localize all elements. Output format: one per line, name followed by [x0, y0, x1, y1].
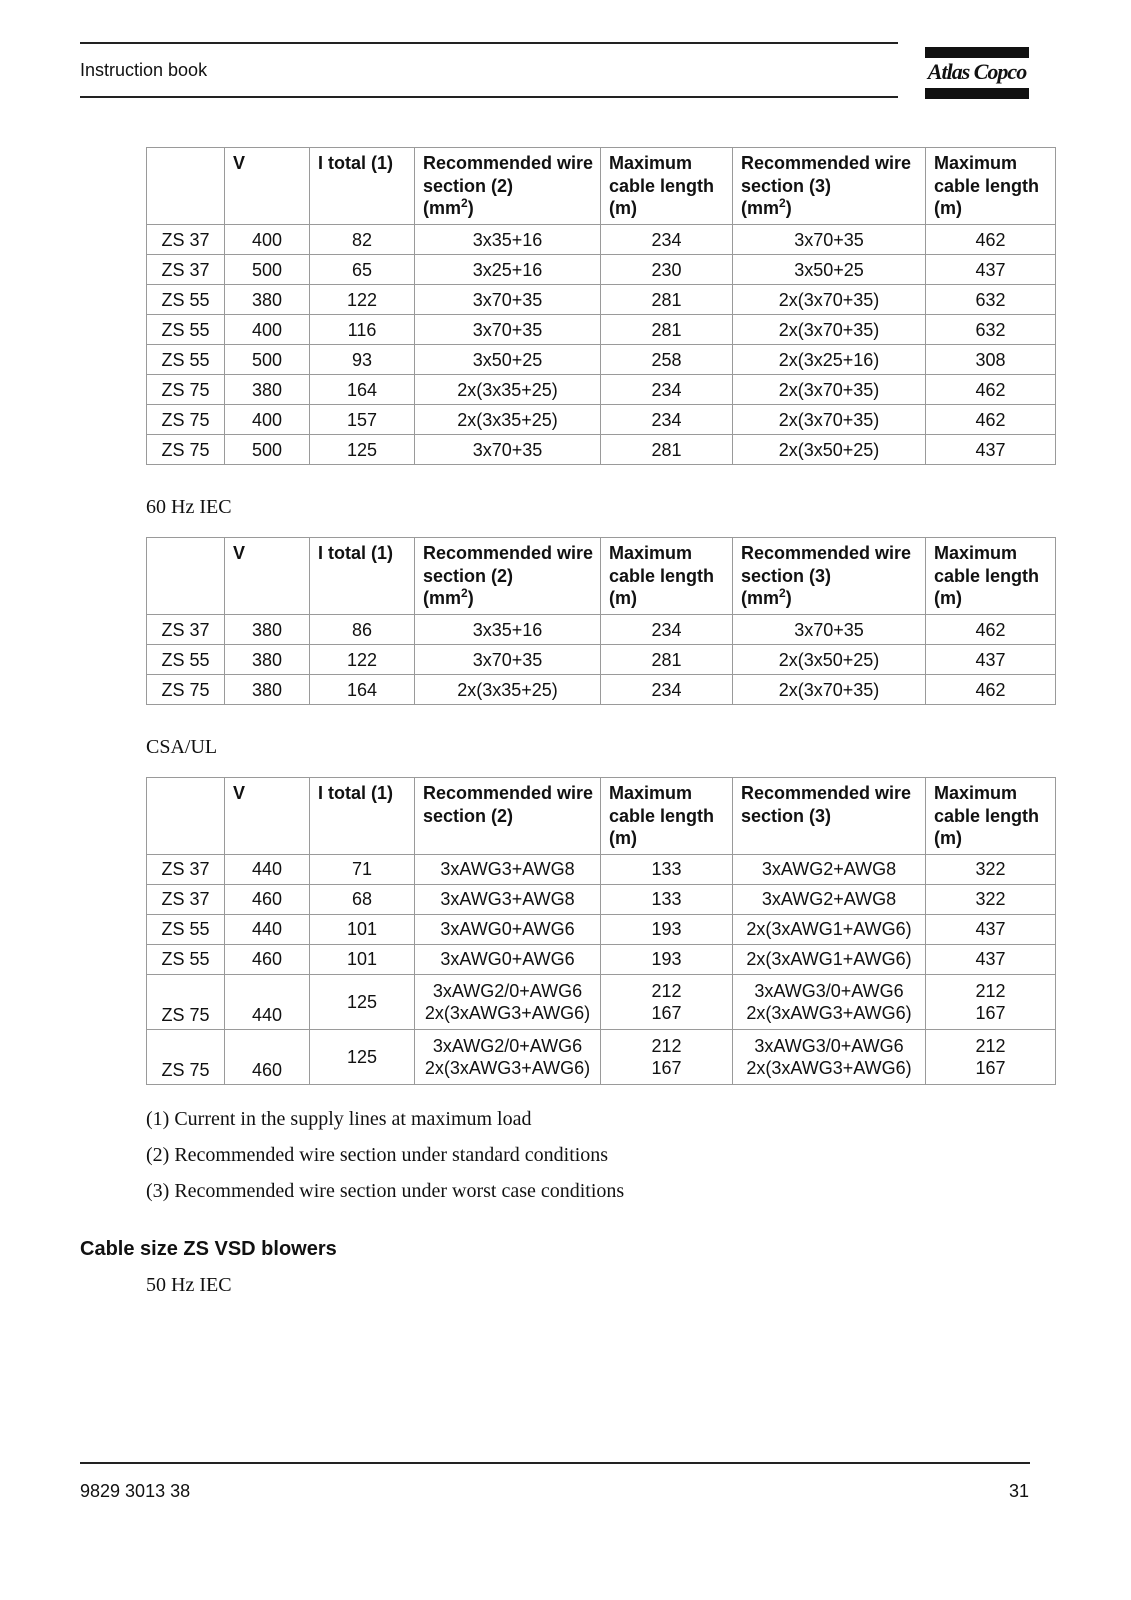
col-model-header [147, 778, 225, 855]
col-voltage-header: V [225, 538, 310, 615]
cell-wire-section-3: 3x50+25 [733, 255, 926, 285]
cell-current: 122 [310, 645, 415, 675]
cell-current: 125 [310, 435, 415, 465]
cell-wire-section-3: 3xAWG3/0+AWG6 2x(3xAWG3+AWG6) [733, 974, 926, 1029]
section-heading: Cable size ZS VSD blowers [80, 1238, 337, 1260]
table-row [147, 615, 1056, 645]
cell-wire-section-2: 3x70+35 [415, 435, 601, 465]
col-voltage-header: V [225, 778, 310, 855]
cell-current: 68 [310, 884, 415, 914]
cell-wire-section-2: 3xAWG0+AWG6 [415, 914, 601, 944]
cell-model: ZS 75 [147, 1029, 225, 1084]
cell-cable-length-3: 322 [926, 854, 1056, 884]
cell-current: 101 [310, 944, 415, 974]
cell-voltage: 440 [225, 914, 310, 944]
table-row [147, 435, 1056, 465]
cell-current: 71 [310, 854, 415, 884]
header-rule-bottom [80, 96, 898, 98]
cell-wire-section-3: 2x(3x50+25) [733, 435, 926, 465]
cell-wire-section-3: 2x(3x70+35) [733, 315, 926, 345]
cell-wire-section-3: 3x70+35 [733, 615, 926, 645]
cell-cable-length-3: 437 [926, 944, 1056, 974]
cell-model: ZS 55 [147, 645, 225, 675]
cell-cable-length-2: 234 [601, 225, 733, 255]
col-current-header: I total (1) [310, 148, 415, 225]
cell-cable-length-2: 281 [601, 285, 733, 315]
table-row [147, 944, 1056, 974]
cell-cable-length-3: 462 [926, 675, 1056, 705]
cell-voltage: 500 [225, 345, 310, 375]
cell-voltage: 440 [225, 854, 310, 884]
cell-model: ZS 37 [147, 854, 225, 884]
document-title: Instruction book [80, 60, 208, 80]
cell-cable-length-2: 193 [601, 914, 733, 944]
footnote-2: (2) Recommended wire section under standard conditions [146, 1144, 609, 1166]
col-wire-section-3-header: Recommended wire section (3) $(mm^2)$ [733, 148, 926, 225]
cell-wire-section-2: 3x70+35 [415, 645, 601, 675]
cell-wire-section-3: 2x(3x25+16) [733, 345, 926, 375]
cell-cable-length-3: 308 [926, 345, 1056, 375]
cell-wire-section-3: 2x(3xAWG1+AWG6) [733, 914, 926, 944]
cell-cable-length-3: 632 [926, 285, 1056, 315]
cell-voltage: 380 [225, 675, 310, 705]
col-wire-section-2-header: Recommended wire section (2) $(mm^2)$ [415, 148, 601, 225]
cell-current: 86 [310, 615, 415, 645]
cell-voltage: 460 [225, 884, 310, 914]
page-number: 31 [1008, 1481, 1029, 1501]
cable-table-csa-ul [146, 777, 1056, 1085]
footer-rule [80, 1462, 1030, 1464]
cell-model: ZS 75 [147, 405, 225, 435]
header-rule-top [80, 42, 898, 44]
col-current-header: I total (1) [310, 538, 415, 615]
cell-model: ZS 75 [147, 974, 225, 1029]
cell-wire-section-3: 2x(3x70+35) [733, 675, 926, 705]
cell-model: ZS 75 [147, 435, 225, 465]
cell-wire-section-2: 3xAWG3+AWG8 [415, 884, 601, 914]
table-row [147, 405, 1056, 435]
cell-current: 65 [310, 255, 415, 285]
cell-cable-length-3: 462 [926, 615, 1056, 645]
cell-cable-length-3: 437 [926, 645, 1056, 675]
cell-current: 101 [310, 914, 415, 944]
table-row [147, 974, 1056, 1029]
col-cable-length-2-header: Maximum cable length (m) [601, 148, 733, 225]
cell-model: ZS 55 [147, 345, 225, 375]
cell-cable-length-2: 212 167 [601, 974, 733, 1029]
table-row [147, 255, 1056, 285]
cell-wire-section-2: 3x70+35 [415, 315, 601, 345]
cell-wire-section-2: 2x(3x35+25) [415, 675, 601, 705]
cell-model: ZS 55 [147, 944, 225, 974]
cell-wire-section-3: 3xAWG2+AWG8 [733, 884, 926, 914]
cell-model: ZS 37 [147, 884, 225, 914]
cell-voltage: 500 [225, 435, 310, 465]
document-number: 9829 3013 38 [80, 1481, 191, 1501]
cell-cable-length-2: 133 [601, 884, 733, 914]
cell-cable-length-3: 437 [926, 255, 1056, 285]
col-wire-section-2-header: Recommended wire section (2) $(mm^2)$ [415, 538, 601, 615]
cell-cable-length-3: 212 167 [926, 1029, 1056, 1084]
col-cable-length-3-header: Maximum cable length (m) [926, 148, 1056, 225]
cell-cable-length-2: 230 [601, 255, 733, 285]
cell-cable-length-2: 281 [601, 315, 733, 345]
cell-cable-length-2: 234 [601, 675, 733, 705]
cell-voltage: 460 [225, 1029, 310, 1084]
cell-cable-length-3: 462 [926, 405, 1056, 435]
cell-model: ZS 37 [147, 255, 225, 285]
table-row [147, 375, 1056, 405]
col-wire-section-3-header: Recommended wire section (3) [733, 778, 926, 855]
col-voltage-header: V [225, 148, 310, 225]
col-cable-length-3-header: Maximum cable length (m) [926, 778, 1056, 855]
cell-cable-length-3: 437 [926, 914, 1056, 944]
cell-current: 157 [310, 405, 415, 435]
table-row [147, 884, 1056, 914]
cell-model: ZS 75 [147, 375, 225, 405]
cell-current: 164 [310, 675, 415, 705]
col-cable-length-3-header: Maximum cable length (m) [926, 538, 1056, 615]
caption-csa-ul: CSA/UL [146, 736, 218, 758]
table-row [147, 675, 1056, 705]
cell-model: ZS 55 [147, 285, 225, 315]
col-wire-section-2-header: Recommended wire section (2) [415, 778, 601, 855]
cell-wire-section-2: 3xAWG3+AWG8 [415, 854, 601, 884]
cell-wire-section-2: 3x25+16 [415, 255, 601, 285]
cell-cable-length-2: 133 [601, 854, 733, 884]
col-wire-section-3-header: Recommended wire section (3) $(mm^2)$ [733, 538, 926, 615]
atlas-copco-logo [925, 47, 1029, 99]
col-model-header [147, 148, 225, 225]
cell-cable-length-3: 462 [926, 225, 1056, 255]
table-row [147, 225, 1056, 255]
table-header-row [147, 538, 1056, 615]
table-header-row [147, 778, 1056, 855]
cell-wire-section-3: 3xAWG2+AWG8 [733, 854, 926, 884]
cell-voltage: 380 [225, 375, 310, 405]
footnote-3: (3) Recommended wire section under worst case conditions [146, 1180, 625, 1202]
caption-60hz-iec: 60 Hz IEC [146, 496, 232, 518]
cell-wire-section-2: 3x35+16 [415, 225, 601, 255]
logo-bar-bottom [925, 88, 1029, 99]
col-cable-length-2-header: Maximum cable length (m) [601, 778, 733, 855]
cell-model: ZS 37 [147, 225, 225, 255]
table-row [147, 285, 1056, 315]
cell-cable-length-3: 322 [926, 884, 1056, 914]
cell-wire-section-3: 3x70+35 [733, 225, 926, 255]
table-header-row [147, 148, 1056, 225]
cell-wire-section-3: 3xAWG3/0+AWG6 2x(3xAWG3+AWG6) [733, 1029, 926, 1084]
cell-wire-section-2: 2x(3x35+25) [415, 405, 601, 435]
footnote-1: (1) Current in the supply lines at maximum load [146, 1108, 532, 1130]
cell-voltage: 380 [225, 645, 310, 675]
cable-table-50hz-iec-fixed [146, 147, 1056, 465]
cell-voltage: 380 [225, 615, 310, 645]
cell-voltage: 400 [225, 225, 310, 255]
cell-wire-section-2: 2x(3x35+25) [415, 375, 601, 405]
table-row [147, 1029, 1056, 1084]
cell-cable-length-2: 281 [601, 645, 733, 675]
cell-voltage: 440 [225, 974, 310, 1029]
cell-cable-length-2: 212 167 [601, 1029, 733, 1084]
table-row [147, 914, 1056, 944]
table-row [147, 345, 1056, 375]
cell-wire-section-3: 2x(3x70+35) [733, 375, 926, 405]
cell-current: 164 [310, 375, 415, 405]
table-row [147, 315, 1056, 345]
cell-model: ZS 55 [147, 315, 225, 345]
cell-cable-length-2: 281 [601, 435, 733, 465]
cell-current: 122 [310, 285, 415, 315]
cell-wire-section-3: 2x(3x70+35) [733, 405, 926, 435]
cell-cable-length-3: 632 [926, 315, 1056, 345]
cell-cable-length-2: 234 [601, 375, 733, 405]
cell-voltage: 400 [225, 315, 310, 345]
cell-wire-section-3: 2x(3x70+35) [733, 285, 926, 315]
table-row [147, 854, 1056, 884]
cell-current: 116 [310, 315, 415, 345]
cell-voltage: 400 [225, 405, 310, 435]
col-model-header [147, 538, 225, 615]
col-current-header: I total (1) [310, 778, 415, 855]
cell-cable-length-2: 193 [601, 944, 733, 974]
cell-wire-section-2: 3xAWG2/0+AWG6 2x(3xAWG3+AWG6) [415, 974, 601, 1029]
caption-50hz-iec: 50 Hz IEC [146, 1274, 232, 1296]
cell-cable-length-3: 462 [926, 375, 1056, 405]
cell-current: 125 [310, 1029, 415, 1084]
cable-table-60hz-iec [146, 537, 1056, 705]
cell-cable-length-2: 234 [601, 405, 733, 435]
cell-wire-section-2: 3x50+25 [415, 345, 601, 375]
cell-cable-length-3: 212 167 [926, 974, 1056, 1029]
cell-voltage: 380 [225, 285, 310, 315]
cell-wire-section-3: 2x(3xAWG1+AWG6) [733, 944, 926, 974]
cell-current: 125 [310, 974, 415, 1029]
cell-wire-section-3: 2x(3x50+25) [733, 645, 926, 675]
col-cable-length-2-header: Maximum cable length (m) [601, 538, 733, 615]
cell-wire-section-2: 3xAWG0+AWG6 [415, 944, 601, 974]
cell-wire-section-2: 3x70+35 [415, 285, 601, 315]
cell-current: 82 [310, 225, 415, 255]
cell-model: ZS 55 [147, 914, 225, 944]
cell-cable-length-2: 234 [601, 615, 733, 645]
table-row [147, 645, 1056, 675]
cell-voltage: 460 [225, 944, 310, 974]
cell-current: 93 [310, 345, 415, 375]
cell-model: ZS 75 [147, 675, 225, 705]
cell-voltage: 500 [225, 255, 310, 285]
cell-model: ZS 37 [147, 615, 225, 645]
cell-wire-section-2: 3xAWG2/0+AWG6 2x(3xAWG3+AWG6) [415, 1029, 601, 1084]
cell-cable-length-3: 437 [926, 435, 1056, 465]
cell-cable-length-2: 258 [601, 345, 733, 375]
cell-wire-section-2: 3x35+16 [415, 615, 601, 645]
logo-wordmark: Atlas Copco [927, 59, 1027, 84]
